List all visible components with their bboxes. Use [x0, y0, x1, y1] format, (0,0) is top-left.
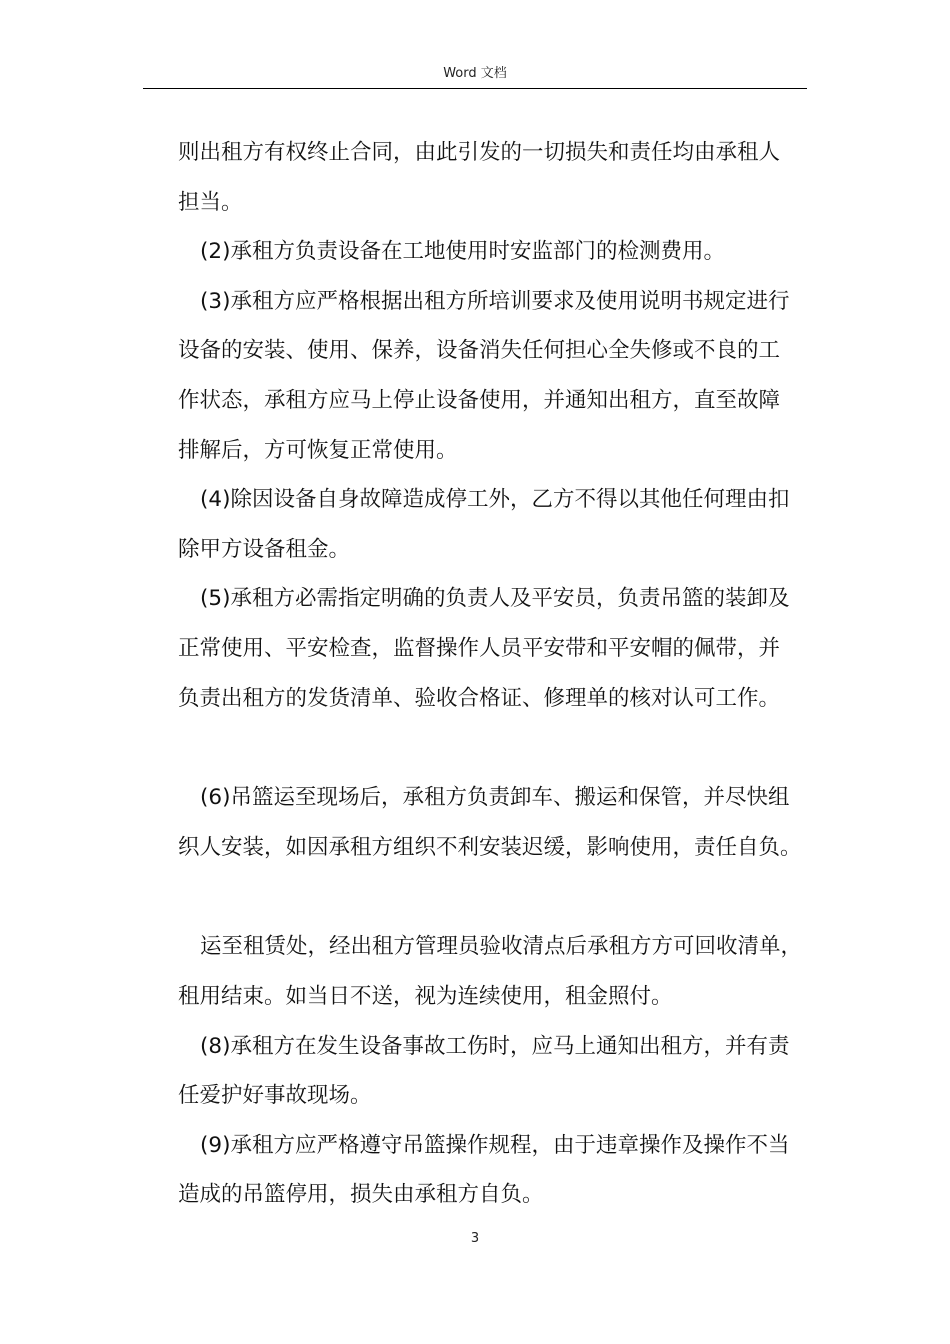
text-line: (4)除因设备自身故障造成停工外，乙方不得以其他任何理由扣 — [200, 487, 790, 513]
text-line: 造成的吊篮停用，损失由承租方自负。 — [178, 1182, 544, 1208]
blank-line — [178, 872, 808, 922]
paragraph — [178, 773, 808, 872]
text-line: (2)承租方负责设备在工地使用时安监部门的检测费用。 — [200, 239, 725, 265]
text-line: 租用结束。如当日不送，视为连续使用，租金照付。 — [178, 983, 673, 1009]
text-line: 排解后，方可恢复正常使用。 — [178, 437, 458, 463]
text-line: (9)承租方应严格遵守吊篮操作规程，由于违章操作及操作不当 — [200, 1132, 790, 1158]
paragraph — [178, 574, 808, 723]
text-line: 则出租方有权终止合同，由此引发的一切损失和责任均由承租人 — [178, 140, 781, 165]
text-line: 除甲方设备租金。 — [178, 536, 351, 562]
paragraph — [178, 1022, 808, 1121]
paragraph — [178, 227, 808, 277]
text-line: 担当。 — [178, 189, 243, 215]
paragraph — [178, 922, 808, 1021]
text-line: (6)吊篮运至现场后，承租方负责卸车、搬运和保管，并尽快组 — [200, 785, 790, 811]
blank-line — [178, 723, 808, 773]
text-line: 负责出租方的发货清单、验收合格证、修理单的核对认可工作。 — [178, 685, 781, 711]
paragraph — [178, 1121, 808, 1220]
text-line: (3)承租方应严格根据出租方所培训要求及使用说明书规定进行 — [200, 288, 790, 314]
paragraph — [178, 475, 808, 574]
page-header: Word 文档 — [443, 66, 507, 81]
text-line: 作状态，承租方应马上停止设备使用，并通知出租方，直至故障 — [178, 387, 781, 413]
text-line: 运至租赁处，经出租方管理员验收清点后承租方方可回收清单， — [200, 934, 803, 960]
document-body — [178, 128, 808, 1220]
paragraph — [178, 277, 808, 475]
text-line: (5)承租方必需指定明确的负责人及平安员，负责吊篮的装卸及 — [200, 586, 790, 612]
text-line: (8)承租方在发生设备事故工伤时，应马上通知出租方，并有责 — [200, 1033, 790, 1059]
header-divider — [143, 88, 807, 89]
paragraph — [178, 128, 808, 227]
page-number: 3 — [470, 1231, 480, 1246]
text-line: 设备的安装、使用、保养，设备消失任何担心全失修或不良的工 — [178, 338, 781, 364]
text-line: 织人安装，如因承租方组织不利安装迟缓，影响使用，责任自负。 — [178, 834, 802, 860]
text-line: 任爱护好事故现场。 — [178, 1083, 372, 1109]
text-line: 正常使用、平安检查，监督操作人员平安带和平安帽的佩带，并 — [178, 635, 781, 661]
